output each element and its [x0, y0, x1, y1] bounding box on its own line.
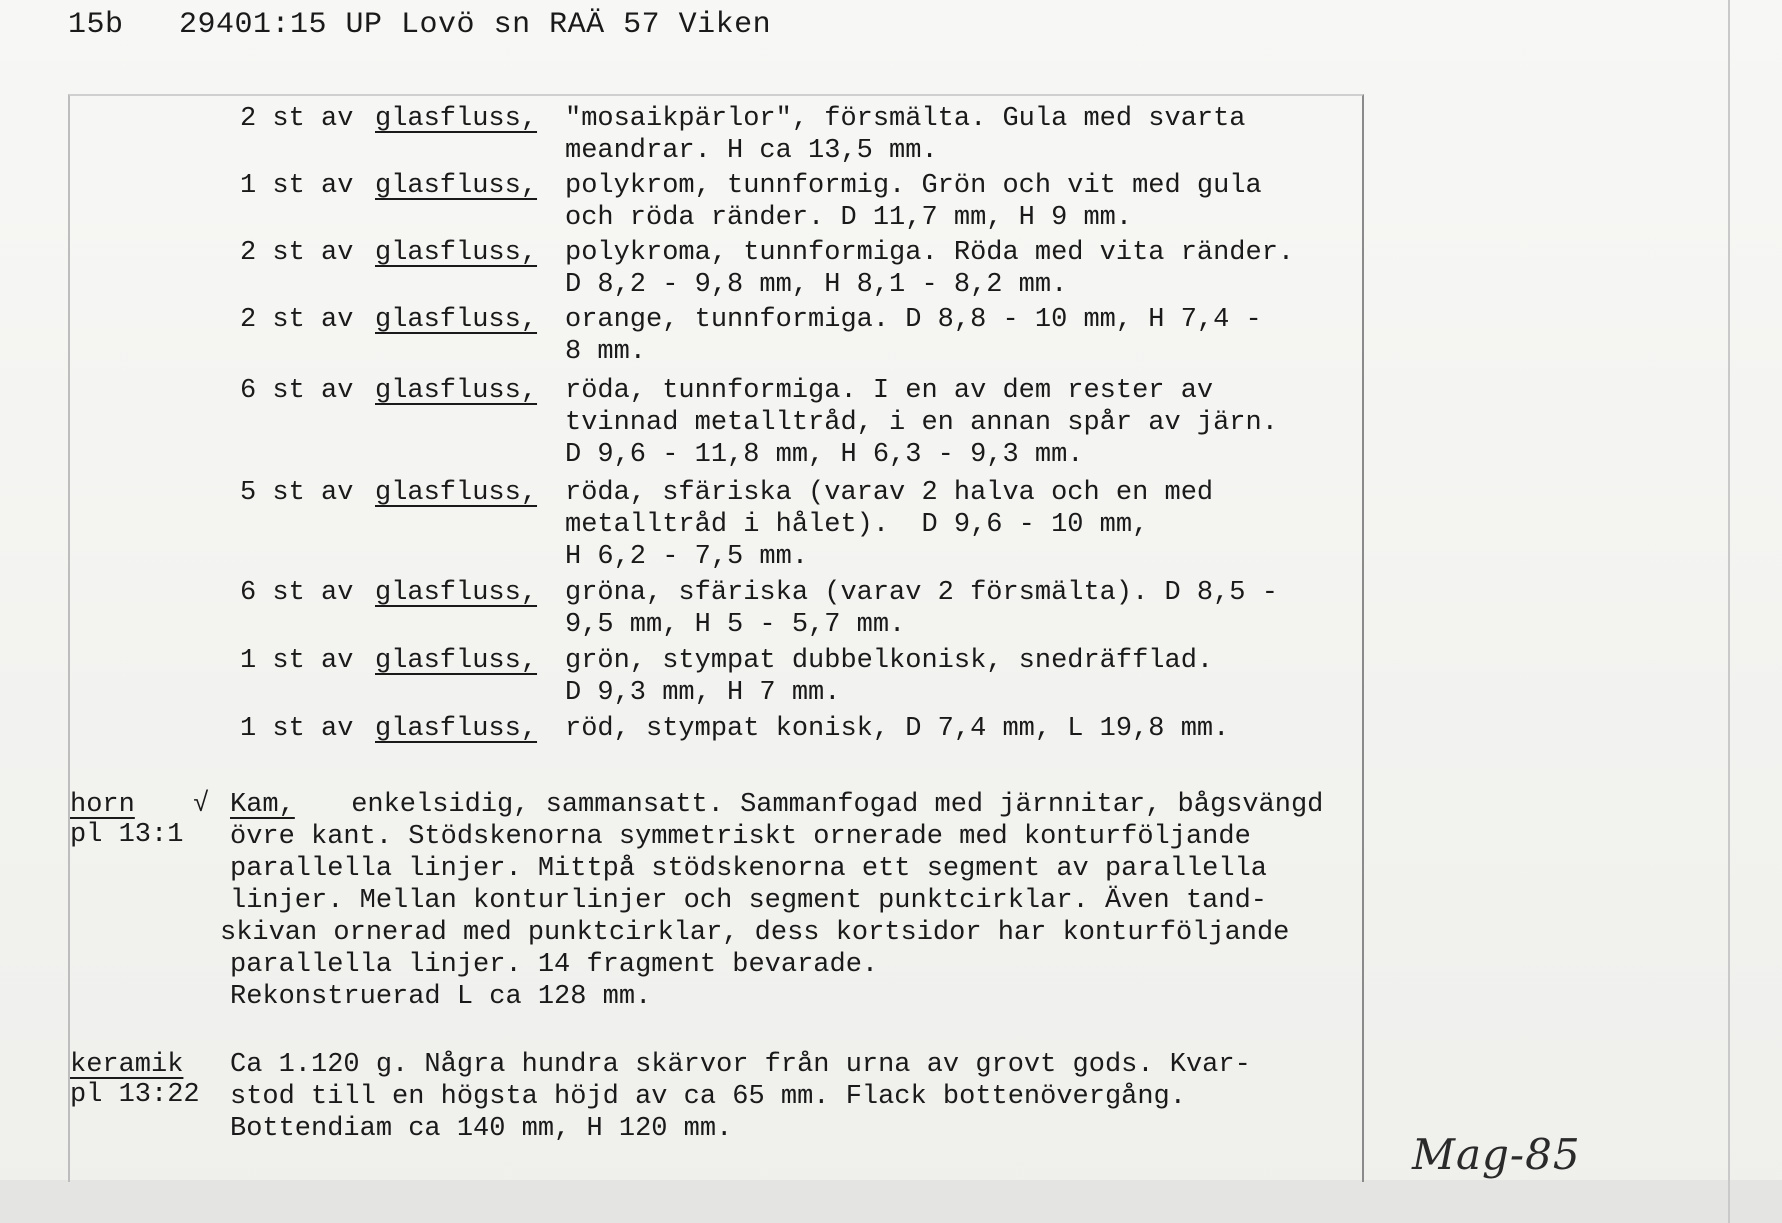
horn-label: horn: [70, 790, 135, 820]
glass-item-description: "mosaikpärlor", försmälta. Gula med svarta: [565, 104, 1246, 134]
card-right-edge: [1728, 0, 1730, 1223]
glass-item-description: tvinnad metalltråd, i en annan spår av järn.: [565, 408, 1278, 438]
keramik-line: Ca 1.120 g. Några hundra skärvor från urna av grovt gods. Kvar-: [230, 1050, 1251, 1080]
horn-line: parallella linjer. Mittpå stödskenorna ett segment av parallella: [230, 854, 1267, 884]
glass-item-material: glasfluss,: [375, 238, 538, 268]
horn-line: skivan ornerad med punktcirklar, dess kortsidor har konturföljande: [220, 918, 1290, 948]
horn-line: Rekonstruerad L ca 128 mm.: [230, 982, 652, 1012]
glass-item-description: polykroma, tunnformiga. Röda med vita ränder.: [565, 238, 1295, 268]
glass-item-description: meandrar. H ca 13,5 mm.: [565, 136, 938, 166]
card-bottom-edge: [0, 1180, 1782, 1223]
glass-item-material: glasfluss,: [375, 714, 538, 744]
glass-item-material: glasfluss,: [375, 478, 538, 508]
glass-item-count: 2 st av: [240, 238, 354, 268]
keramik-plate: pl 13:22: [70, 1080, 200, 1110]
horn-line: övre kant. Stödskenorna symmetriskt ornerade med konturföljande: [230, 822, 1251, 852]
glass-item-description: polykrom, tunnformig. Grön och vit med gula: [565, 171, 1262, 201]
glass-item-count: 6 st av: [240, 376, 354, 406]
glass-item-description: och röda ränder. D 11,7 mm, H 9 mm.: [565, 203, 1133, 233]
glass-item-description: D 9,6 - 11,8 mm, H 6,3 - 9,3 mm.: [565, 440, 1084, 470]
glass-item-description: 8 mm.: [565, 337, 647, 367]
glass-item-description: H 6,2 - 7,5 mm.: [565, 542, 809, 572]
glass-item-material: glasfluss,: [375, 305, 538, 335]
glass-item-count: 2 st av: [240, 305, 354, 335]
glass-item-description: orange, tunnformiga. D 8,8 - 10 mm, H 7,4 -: [565, 305, 1262, 335]
keramik-line: stod till en högsta höjd av ca 65 mm. Flack bottenövergång.: [230, 1082, 1186, 1112]
horn-line: parallella linjer. 14 fragment bevarade.: [230, 950, 879, 980]
keramik-line: Bottendiam ca 140 mm, H 120 mm.: [230, 1114, 733, 1144]
glass-item-description: grön, stympat dubbelkonisk, snedräfflad.: [565, 646, 1214, 676]
glass-item-count: 1 st av: [240, 714, 354, 744]
horn-check-mark: √: [193, 790, 210, 820]
glass-item-count: 5 st av: [240, 478, 354, 508]
glass-item-count: 6 st av: [240, 578, 354, 608]
glass-item-description: D 9,3 mm, H 7 mm.: [565, 678, 841, 708]
glass-item-material: glasfluss,: [375, 104, 538, 134]
glass-item-material: glasfluss,: [375, 171, 538, 201]
glass-item-material: glasfluss,: [375, 578, 538, 608]
horn-line: linjer. Mellan konturlinjer och segment punktcirklar. Även tand-: [230, 886, 1267, 916]
keramik-label: keramik: [70, 1050, 184, 1080]
glass-item-description: gröna, sfäriska (varav 2 försmälta). D 8,5 -: [565, 578, 1278, 608]
glass-item-material: glasfluss,: [375, 646, 538, 676]
horn-line: enkelsidig, sammansatt. Sammanfogad med järnnitar, bågsvängd: [335, 790, 1324, 820]
glass-item-count: 2 st av: [240, 104, 354, 134]
glass-item-description: röda, tunnformiga. I en av dem rester av: [565, 376, 1214, 406]
glass-item-material: glasfluss,: [375, 376, 538, 406]
horn-title: Kam,: [230, 790, 295, 820]
card-header: 15b 29401:15 UP Lovö sn RAÄ 57 Viken: [68, 8, 772, 42]
glass-item-description: röda, sfäriska (varav 2 halva och en med: [565, 478, 1214, 508]
glass-item-description: D 8,2 - 9,8 mm, H 8,1 - 8,2 mm.: [565, 270, 1068, 300]
horn-plate: pl 13:1: [70, 820, 184, 850]
glass-item-description: 9,5 mm, H 5 - 5,7 mm.: [565, 610, 906, 640]
glass-item-count: 1 st av: [240, 646, 354, 676]
glass-item-description: röd, stympat konisk, D 7,4 mm, L 19,8 mm.: [565, 714, 1230, 744]
glass-item-count: 1 st av: [240, 171, 354, 201]
glass-item-description: metalltråd i hålet). D 9,6 - 10 mm,: [565, 510, 1149, 540]
handwritten-signature: Mag-85: [1412, 1130, 1581, 1179]
